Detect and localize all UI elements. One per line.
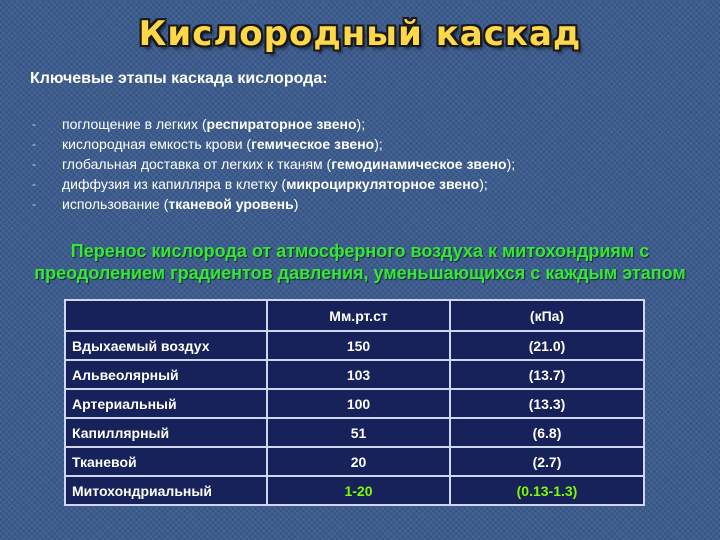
table-row	[65, 447, 644, 476]
stages-list	[32, 114, 515, 214]
stage-text-post: );	[506, 156, 516, 172]
stage-text-bold: гемодинамическое звено	[331, 156, 507, 172]
table-cell: Капиллярный	[65, 418, 267, 447]
stage-text-pre: использование (	[62, 196, 169, 212]
table-cell: (6.8)	[450, 418, 644, 447]
table-row	[65, 360, 644, 389]
list-item	[32, 154, 515, 174]
table-cell: 103	[267, 360, 450, 389]
list-item	[32, 174, 515, 194]
list-item	[32, 134, 515, 154]
stage-text-post: );	[479, 176, 488, 192]
stage-text-post: )	[293, 196, 299, 212]
table-cell: Артериальный	[65, 389, 267, 418]
table-cell: (13.3)	[450, 389, 644, 418]
table-cell: (2.7)	[450, 447, 644, 476]
table-row	[65, 418, 644, 447]
table-row	[65, 476, 644, 505]
stage-text-pre: диффузия из капилляра в клетку (	[62, 176, 287, 192]
table-cell: 20	[267, 447, 450, 476]
table-cell: 150	[267, 331, 450, 360]
list-item	[32, 114, 515, 134]
stage-text-bold: гемическое звено	[251, 136, 375, 152]
subtitle: Ключевые этапы каскада кислорода:	[30, 70, 328, 87]
stage-text-pre: глобальная доставка от легких к тканям (	[62, 156, 332, 172]
partial-pressure-table	[64, 299, 645, 506]
stage-text-post: );	[374, 136, 383, 152]
slide-title: Кислородный каскад	[138, 14, 582, 54]
table-row	[65, 331, 644, 360]
table-header-row	[65, 300, 644, 331]
stage-text-pre: кислородная емкость крови (	[62, 136, 252, 152]
table-header-cell: (кПа)	[450, 300, 644, 331]
table-cell: Вдыхаемый воздух	[65, 331, 267, 360]
table-header-cell: Мм.рт.ст	[267, 300, 450, 331]
table-cell: (13.7)	[450, 360, 644, 389]
table-cell: Митохондриальный	[65, 476, 267, 505]
table-cell: (21.0)	[450, 331, 644, 360]
dash-bullet-icon: -	[32, 177, 36, 191]
table-cell: Тканевой	[65, 447, 267, 476]
table-header-cell	[65, 300, 267, 331]
dash-bullet-icon: -	[32, 137, 36, 151]
table-cell: 1-20	[267, 476, 450, 505]
list-item	[32, 194, 515, 214]
table-cell: 100	[267, 389, 450, 418]
oxygen-transfer-statement: Перенос кислорода от атмосферного воздуха к митохондриям с преодолением градиентов давления, уменьшающихся с каждым этапом	[34, 241, 686, 283]
stage-text-post: );	[356, 116, 366, 132]
dash-bullet-icon: -	[32, 197, 36, 211]
table-cell: Альвеолярный	[65, 360, 267, 389]
stage-text-bold: тканевой уровень	[168, 196, 294, 212]
stage-text-bold: респираторное звено	[206, 116, 357, 132]
dash-bullet-icon: -	[32, 117, 36, 131]
table-cell: 51	[267, 418, 450, 447]
stage-text-bold: микроциркуляторное звено	[286, 176, 480, 192]
table-cell: (0.13-1.3)	[450, 476, 644, 505]
stage-text-pre: поглощение в легких (	[62, 116, 207, 132]
table-row	[65, 389, 644, 418]
dash-bullet-icon: -	[32, 157, 36, 171]
